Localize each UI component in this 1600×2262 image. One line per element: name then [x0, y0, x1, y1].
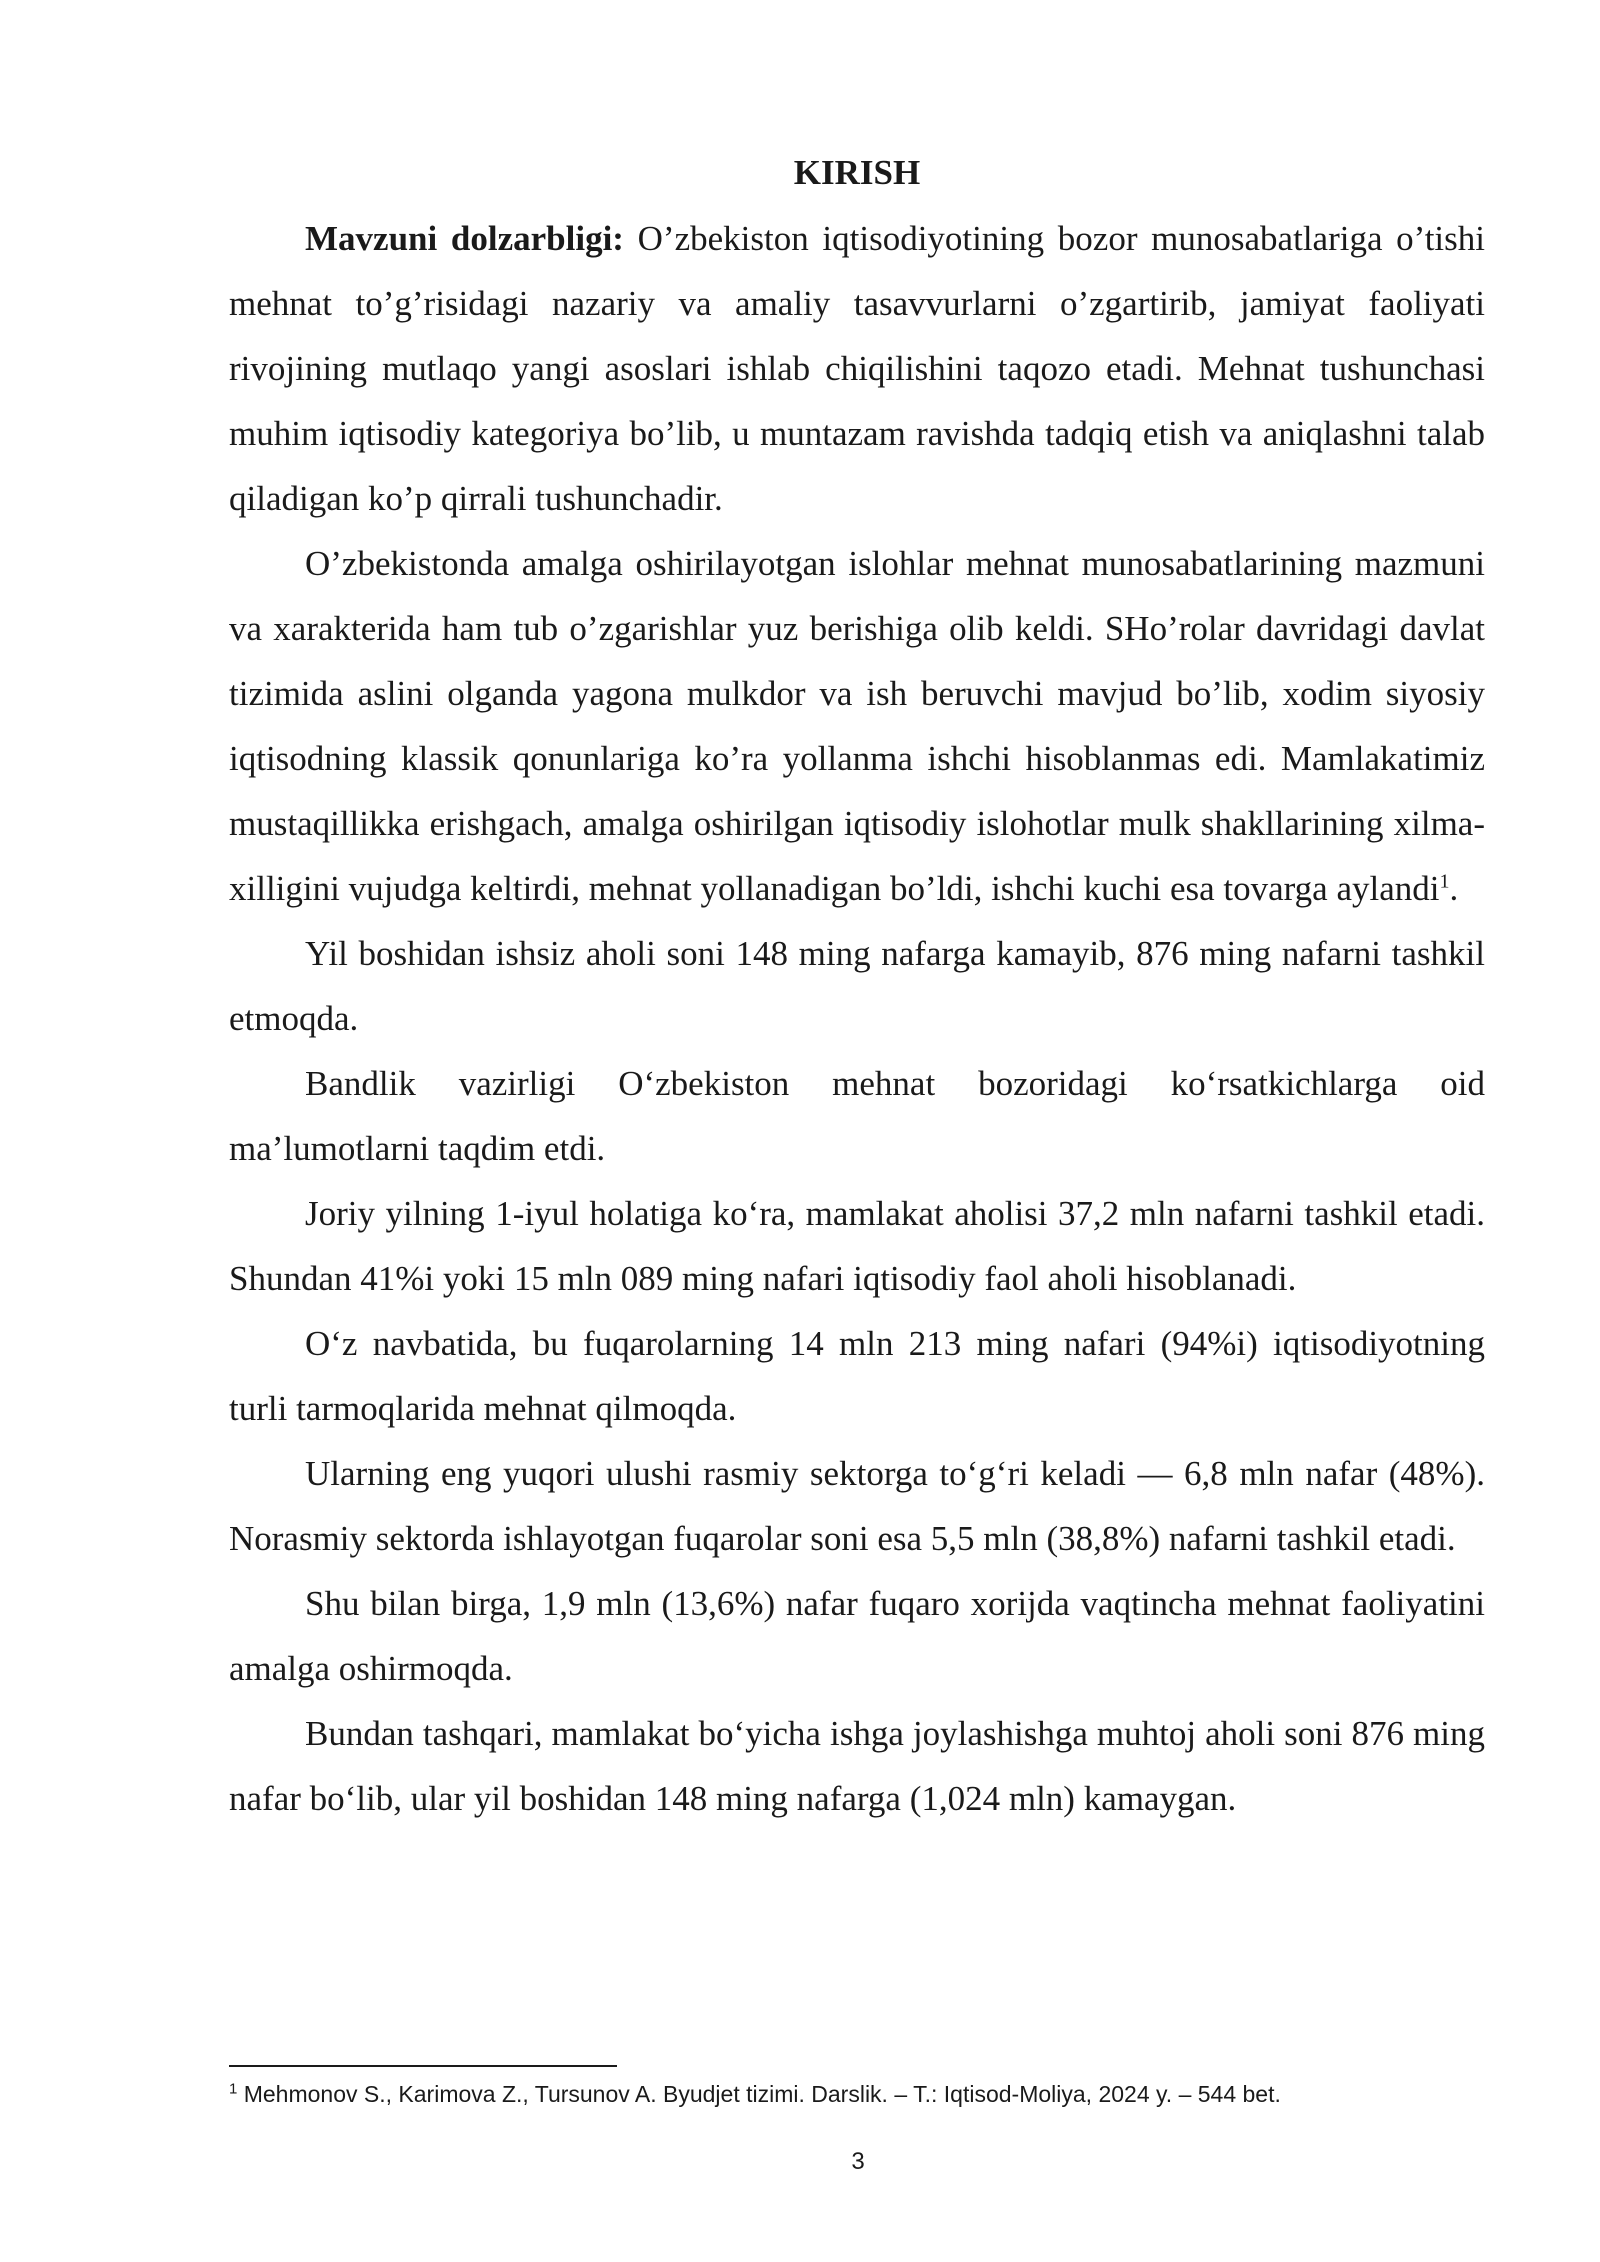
relevance-label: Mavzuni dolzarbligi:: [305, 219, 624, 258]
paragraph-reforms: [229, 531, 1485, 921]
paragraph-employed: O‘z navbatida, bu fuqarolarning 14 mln 213 ming nafari (94%i) iqtisodiyotning turli tarmoqlarida mehnat qilmoqda.: [229, 1324, 1485, 1428]
paragraph-unemployed: Yil boshidan ishsiz aholi soni 148 ming nafarga kamayib, 876 ming nafarni tashkil etmoqda.: [229, 934, 1485, 1038]
paragraph-text: O’zbekistonda amalga oshirilayotgan islohlar mehnat munosabatlarining mazmuni va xarakterida ham tub o’zgarishlar yuz berishiga olib keldi. SHo’rolar davridagi davlat tizimida aslini olganda yagona mulkdor va ish beruvchi mavjud bo’lib, xodim siyosiy iqtisodning klassik qonunlariga ko’ra yollanma ishchi hisoblanmas edi. Mamlakatimiz mustaqillikka erishgach, amalga oshirilgan iqtisodiy islohotlar mulk shakllarining xilma-xilligini vujudga keltirdi, mehnat yollanadigan bo’ldi, ishchi kuchi esa tovarga aylandi: [229, 544, 1485, 908]
paragraph-abroad: Shu bilan birga, 1,9 mln (13,6%) nafar fuqaro xorijda vaqtincha mehnat faoliyatini amalga oshirmoqda.: [229, 1584, 1485, 1688]
footnote-text: Mehmonov S., Karimova Z., Tursunov A. Byudjet tizimi. Darslik. – T.: Iqtisod-Moliya, 2024 y. – 544 bet.: [237, 2081, 1281, 2107]
paragraph-population: Joriy yilning 1-iyul holatiga ko‘ra, mamlakat aholisi 37,2 mln nafarni tashkil etadi. Shundan 41%i yoki 15 mln 089 ming nafari iqtisodiy faol aholi hisoblanadi.: [229, 1194, 1485, 1298]
footnote: [229, 2078, 1485, 2110]
paragraph-tail: .: [1449, 869, 1459, 908]
footnote-reference[interactable]: 1: [1439, 870, 1450, 893]
page-number: 3: [851, 2148, 865, 2175]
footnote-number: 1: [229, 2080, 238, 2098]
paragraph-job-seekers: Bundan tashqari, mamlakat bo‘yicha ishga joylashishga muhtoj aholi soni 876 ming nafar bo‘lib, ular yil boshidan 148 ming nafarga (1,024 mln) kamaygan.: [229, 1714, 1485, 1818]
footnote-divider: [229, 2065, 617, 2067]
page-title: KIRISH: [793, 153, 921, 192]
paragraph-text: O’zbekiston iqtisodiyotining bozor munosabatlariga o’tishi mehnat to’g’risidagi nazariy va amaliy tasavvurlarni o’zgartirib, jamiyat faoliyati rivojining mutlaqo yangi asoslari ishlab chiqilishini taqozo etadi. Mehnat tushunchasi muhim iqtisodiy kategoriya bo’lib, u muntazam ravishda tadqiq etish va aniqlashni talab qiladigan ko’p qirrali tushunchadir.: [229, 219, 1485, 518]
paragraph-sectors: Ularning eng yuqori ulushi rasmiy sektorga to‘g‘ri keladi — 6,8 mln nafar (48%). Norasmiy sektorda ishlayotgan fuqarolar soni esa 5,5 mln (38,8%) nafarni tashkil etadi.: [229, 1454, 1485, 1558]
paragraph-relevance: [229, 206, 1485, 531]
main-text: [229, 148, 1485, 1831]
paragraph-ministry: Bandlik vazirligi O‘zbekiston mehnat bozoridagi ko‘rsatkichlarga oid ma’lumotlarni taqdim etdi.: [229, 1064, 1485, 1168]
